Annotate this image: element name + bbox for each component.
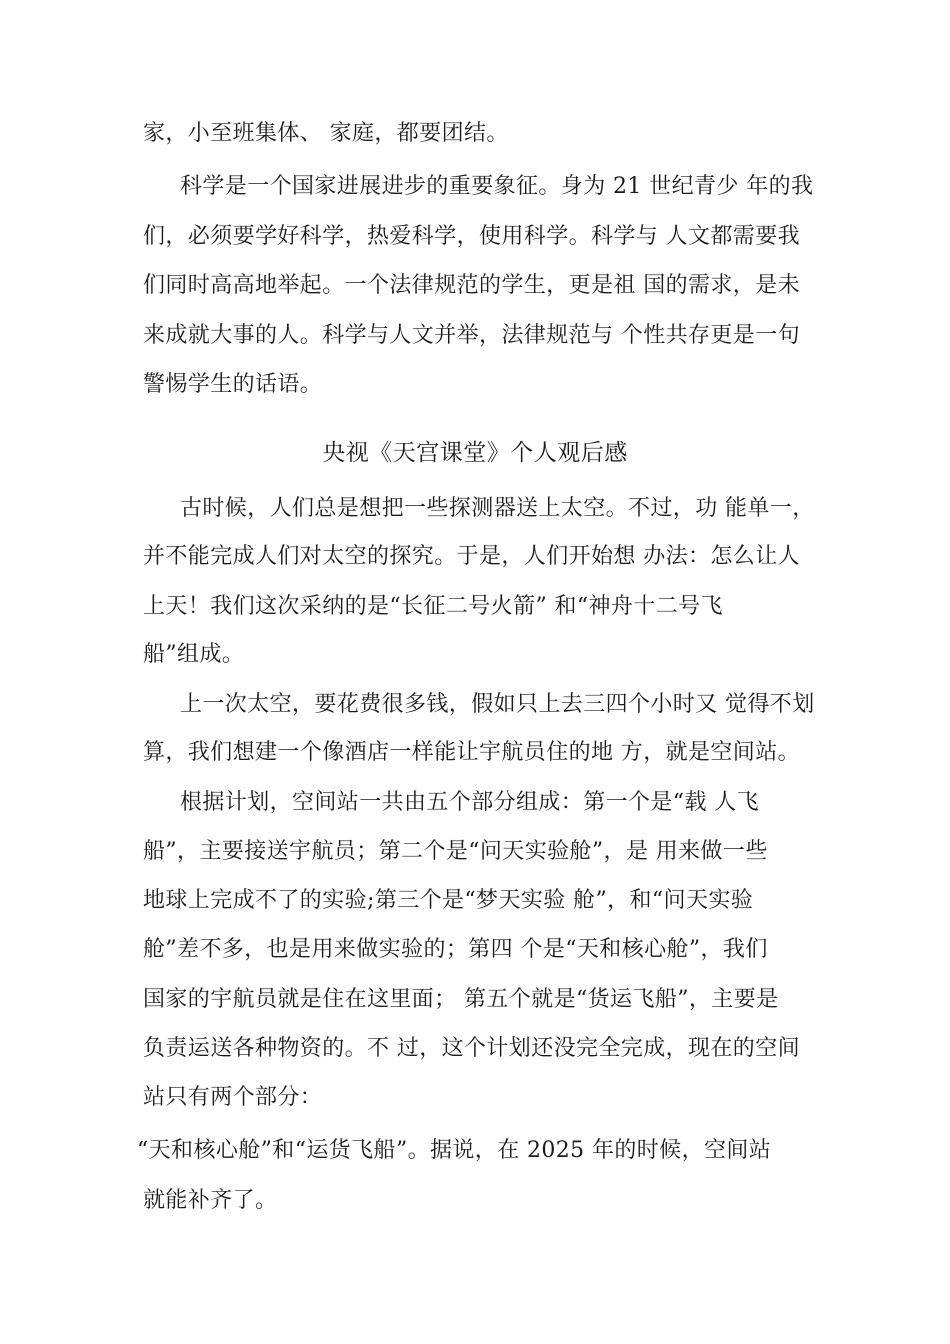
intro-line-6: 警惕学生的话语。	[143, 372, 323, 397]
para3-line-6: 负责运送各种物资的。不 过，这个计划还没完全完成，现在的空间	[143, 1036, 800, 1061]
para2-line-1: 上一次太空，要花费很多钱，假如只上去三四个小时又 觉得不划	[180, 692, 815, 717]
para1-line-2: 并不能完成人们对太空的探究。于是，人们开始想 办法：怎么让人	[143, 544, 800, 569]
intro-line-3: 们，必须要学好科学，热爱科学，使用科学。科学与 人文都需要我	[143, 224, 800, 249]
para2-line-2: 算，我们想建一个像酒店一样能让宇航员住的地 方，就是空间站。	[143, 740, 800, 765]
para1-line-3: 上天！我们这次采纳的是“长征二号火箭” 和“神舟十二号飞	[143, 594, 723, 619]
para4-line-2: 就能补齐了。	[143, 1188, 278, 1213]
para4-line-1: “天和核心舱”和“运货飞船”。据说，在 2025 年的时候，空间站	[137, 1138, 772, 1163]
para3-line-3: 地球上完成不了的实验;第三个是“梦天实验 舱”，和“问天实验	[143, 888, 754, 913]
para3-line-4: 舱”差不多，也是用来做实验的；第四 个是“天和核心舱”，我们	[143, 937, 768, 962]
para1-line-1: 古时候，人们总是想把一些探测器送上太空。不过，功 能单一，	[180, 496, 815, 521]
para3-line-1: 根据计划，空间站一共由五个部分组成：第一个是“载 人飞	[180, 790, 760, 815]
intro-line-1: 家，小至班集体、 家庭，都要团结。	[143, 121, 509, 146]
intro-line-5: 来成就大事的人。科学与人文并举，法律规范与 个性共存更是一句	[143, 323, 800, 348]
para1-line-4: 船”组成。	[143, 642, 245, 667]
para3-line-5: 国家的宇航员就是住在这里面； 第五个就是“货运飞船”，主要是	[143, 987, 779, 1012]
intro-line-4: 们同时高高地举起。一个法律规范的学生，更是祖 国的需求，是未	[143, 273, 800, 298]
section-title: 央视《天宫课堂》个人观后感	[322, 440, 628, 466]
intro-line-2: 科学是一个国家进展进步的重要象征。身为 21 世纪青少 年的我	[180, 174, 814, 199]
para3-line-2: 船”，主要接送宇航员；第二个是“问天实验舱”，是 用来做一些	[143, 839, 768, 864]
para3-line-7: 站只有两个部分：	[143, 1085, 323, 1110]
